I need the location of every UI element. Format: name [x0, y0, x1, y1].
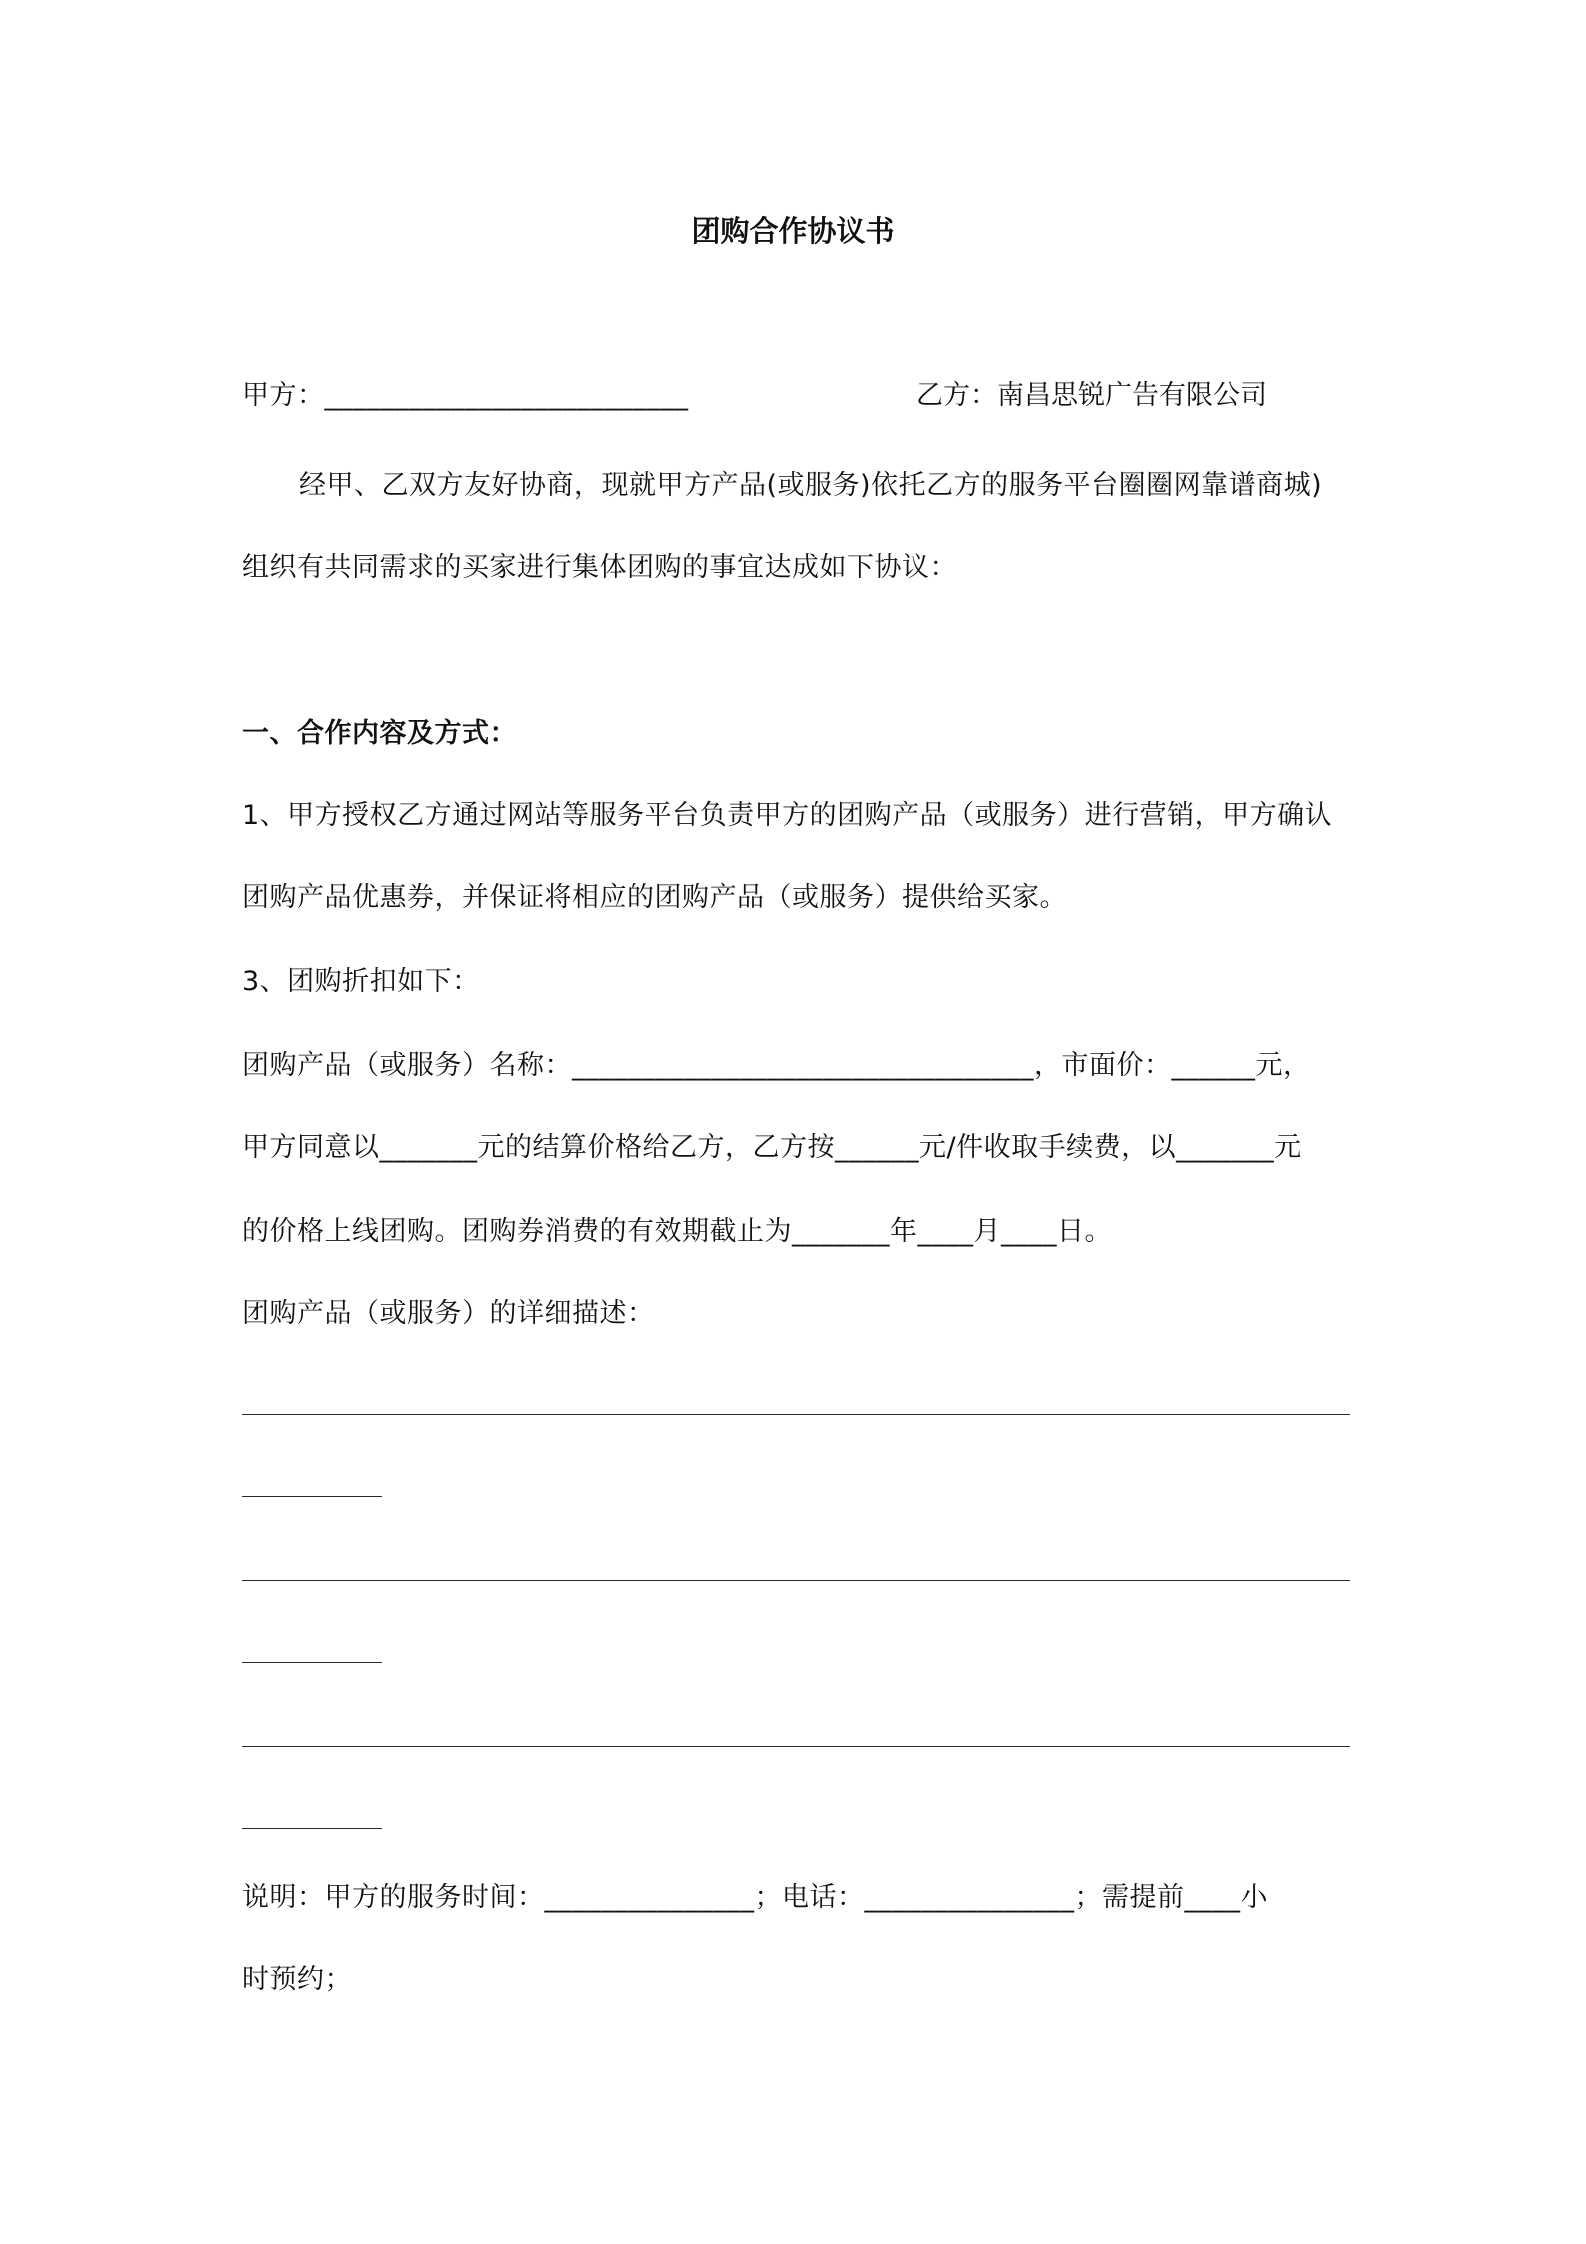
- description-blank-rule-2: [242, 1580, 1350, 1581]
- description-blank-rule-3-continued: [242, 1828, 382, 1829]
- party-a-field: 甲方：__________________________: [242, 380, 689, 411]
- description-blank-rule-1: [242, 1414, 1350, 1415]
- description-blank-rule-2-continued: [242, 1662, 382, 1663]
- description-blank-rule-1-continued: [242, 1496, 382, 1497]
- discount-line-2: 甲方同意以_______元的结算价格给乙方，乙方按______元/件收取手续费，以_______元: [242, 1132, 1302, 1163]
- document-title: 团购合作协议书: [691, 214, 895, 248]
- note-line-1: 说明：甲方的服务时间：_______________；电话：_______________；需提前____小: [242, 1882, 1268, 1913]
- clause-1-line-2: 团购产品优惠券，并保证将相应的团购产品（或服务）提供给买家。: [242, 882, 1067, 913]
- section-1-heading: 一、合作内容及方式：: [242, 718, 517, 749]
- note-line-2: 时预约；: [242, 1964, 352, 1995]
- discount-line-1: 团购产品（或服务）名称：_________________________________，市面价：______元，: [242, 1050, 1311, 1081]
- discount-line-3: 的价格上线团购。团购券消费的有效期截止为_______年____月____日。: [242, 1216, 1112, 1247]
- description-blank-rule-3: [242, 1746, 1350, 1747]
- description-heading: 团购产品（或服务）的详细描述：: [242, 1298, 655, 1329]
- clause-1-line-1: 1、甲方授权乙方通过网站等服务平台负责甲方的团购产品（或服务）进行营销，甲方确认: [242, 800, 1333, 831]
- clause-3-heading: 3、团购折扣如下：: [242, 966, 480, 997]
- intro-paragraph-line-1: 经甲、乙双方友好协商，现就甲方产品(或服务)依托乙方的服务平台圈圈网靠谱商城): [299, 470, 1323, 501]
- party-b-name: 乙方：南昌思锐广告有限公司: [916, 380, 1267, 411]
- intro-paragraph-line-2: 组织有共同需求的买家进行集体团购的事宜达成如下协议：: [242, 552, 957, 583]
